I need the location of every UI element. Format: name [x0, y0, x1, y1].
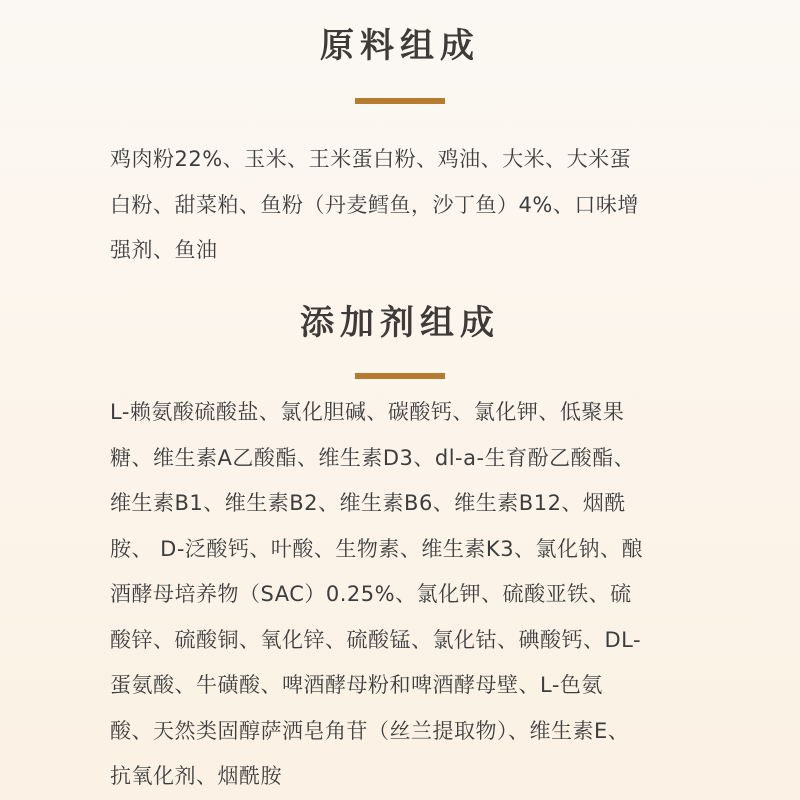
additives-line: 酸、天然类固醇萨洒皂角苷（丝兰提取物）、维生素E、: [110, 718, 630, 743]
additives-line: 糖、维生素A乙酸酯、维生素D3、dl-a-生育酚乙酸酯、: [110, 445, 636, 470]
additives-line: 维生素B1、维生素B2、维生素B6、维生素B12、烟酰: [110, 491, 626, 515]
additives-title: 添加剂组成: [300, 303, 500, 343]
ingredients-line: 强剂、鱼油: [110, 238, 218, 262]
ingredients-divider: [355, 98, 445, 104]
additives-line: 酸锌、硫酸铜、氧化锌、硫酸锰、氯化钴、碘酸钙、DL-: [110, 627, 642, 652]
additives-line: 胺、 D-泛酸钙、叶酸、生物素、维生素K3、氯化钠、酿: [110, 536, 644, 561]
ingredients-line: 白粉、甜菜粕、鱼粉（丹麦鳕鱼，沙丁鱼）4%、口味增: [110, 192, 639, 217]
additives-line: 酒酵母培养物（SAC）0.25%、氯化钾、硫酸亚铁、硫: [110, 582, 632, 606]
additives-text: [110, 390, 710, 800]
additives-line: L-赖氨酸硫酸盐、氯化胆碱、碳酸钙、氯化钾、低聚果: [110, 400, 625, 424]
additives-line: 蛋氨酸、牛磺酸、啤酒酵母粉和啤酒酵母壁、L-色氨: [110, 673, 603, 697]
additives-line: 抗氧化剂、烟酰胺: [110, 764, 282, 788]
additives-divider: [355, 373, 445, 379]
ingredients-title: 原料组成: [320, 26, 480, 66]
ingredients-text: [110, 137, 710, 274]
ingredients-line: 鸡肉粉22%、玉米、王米蛋白粉、鸡油、大米、大米蛋: [110, 147, 632, 171]
